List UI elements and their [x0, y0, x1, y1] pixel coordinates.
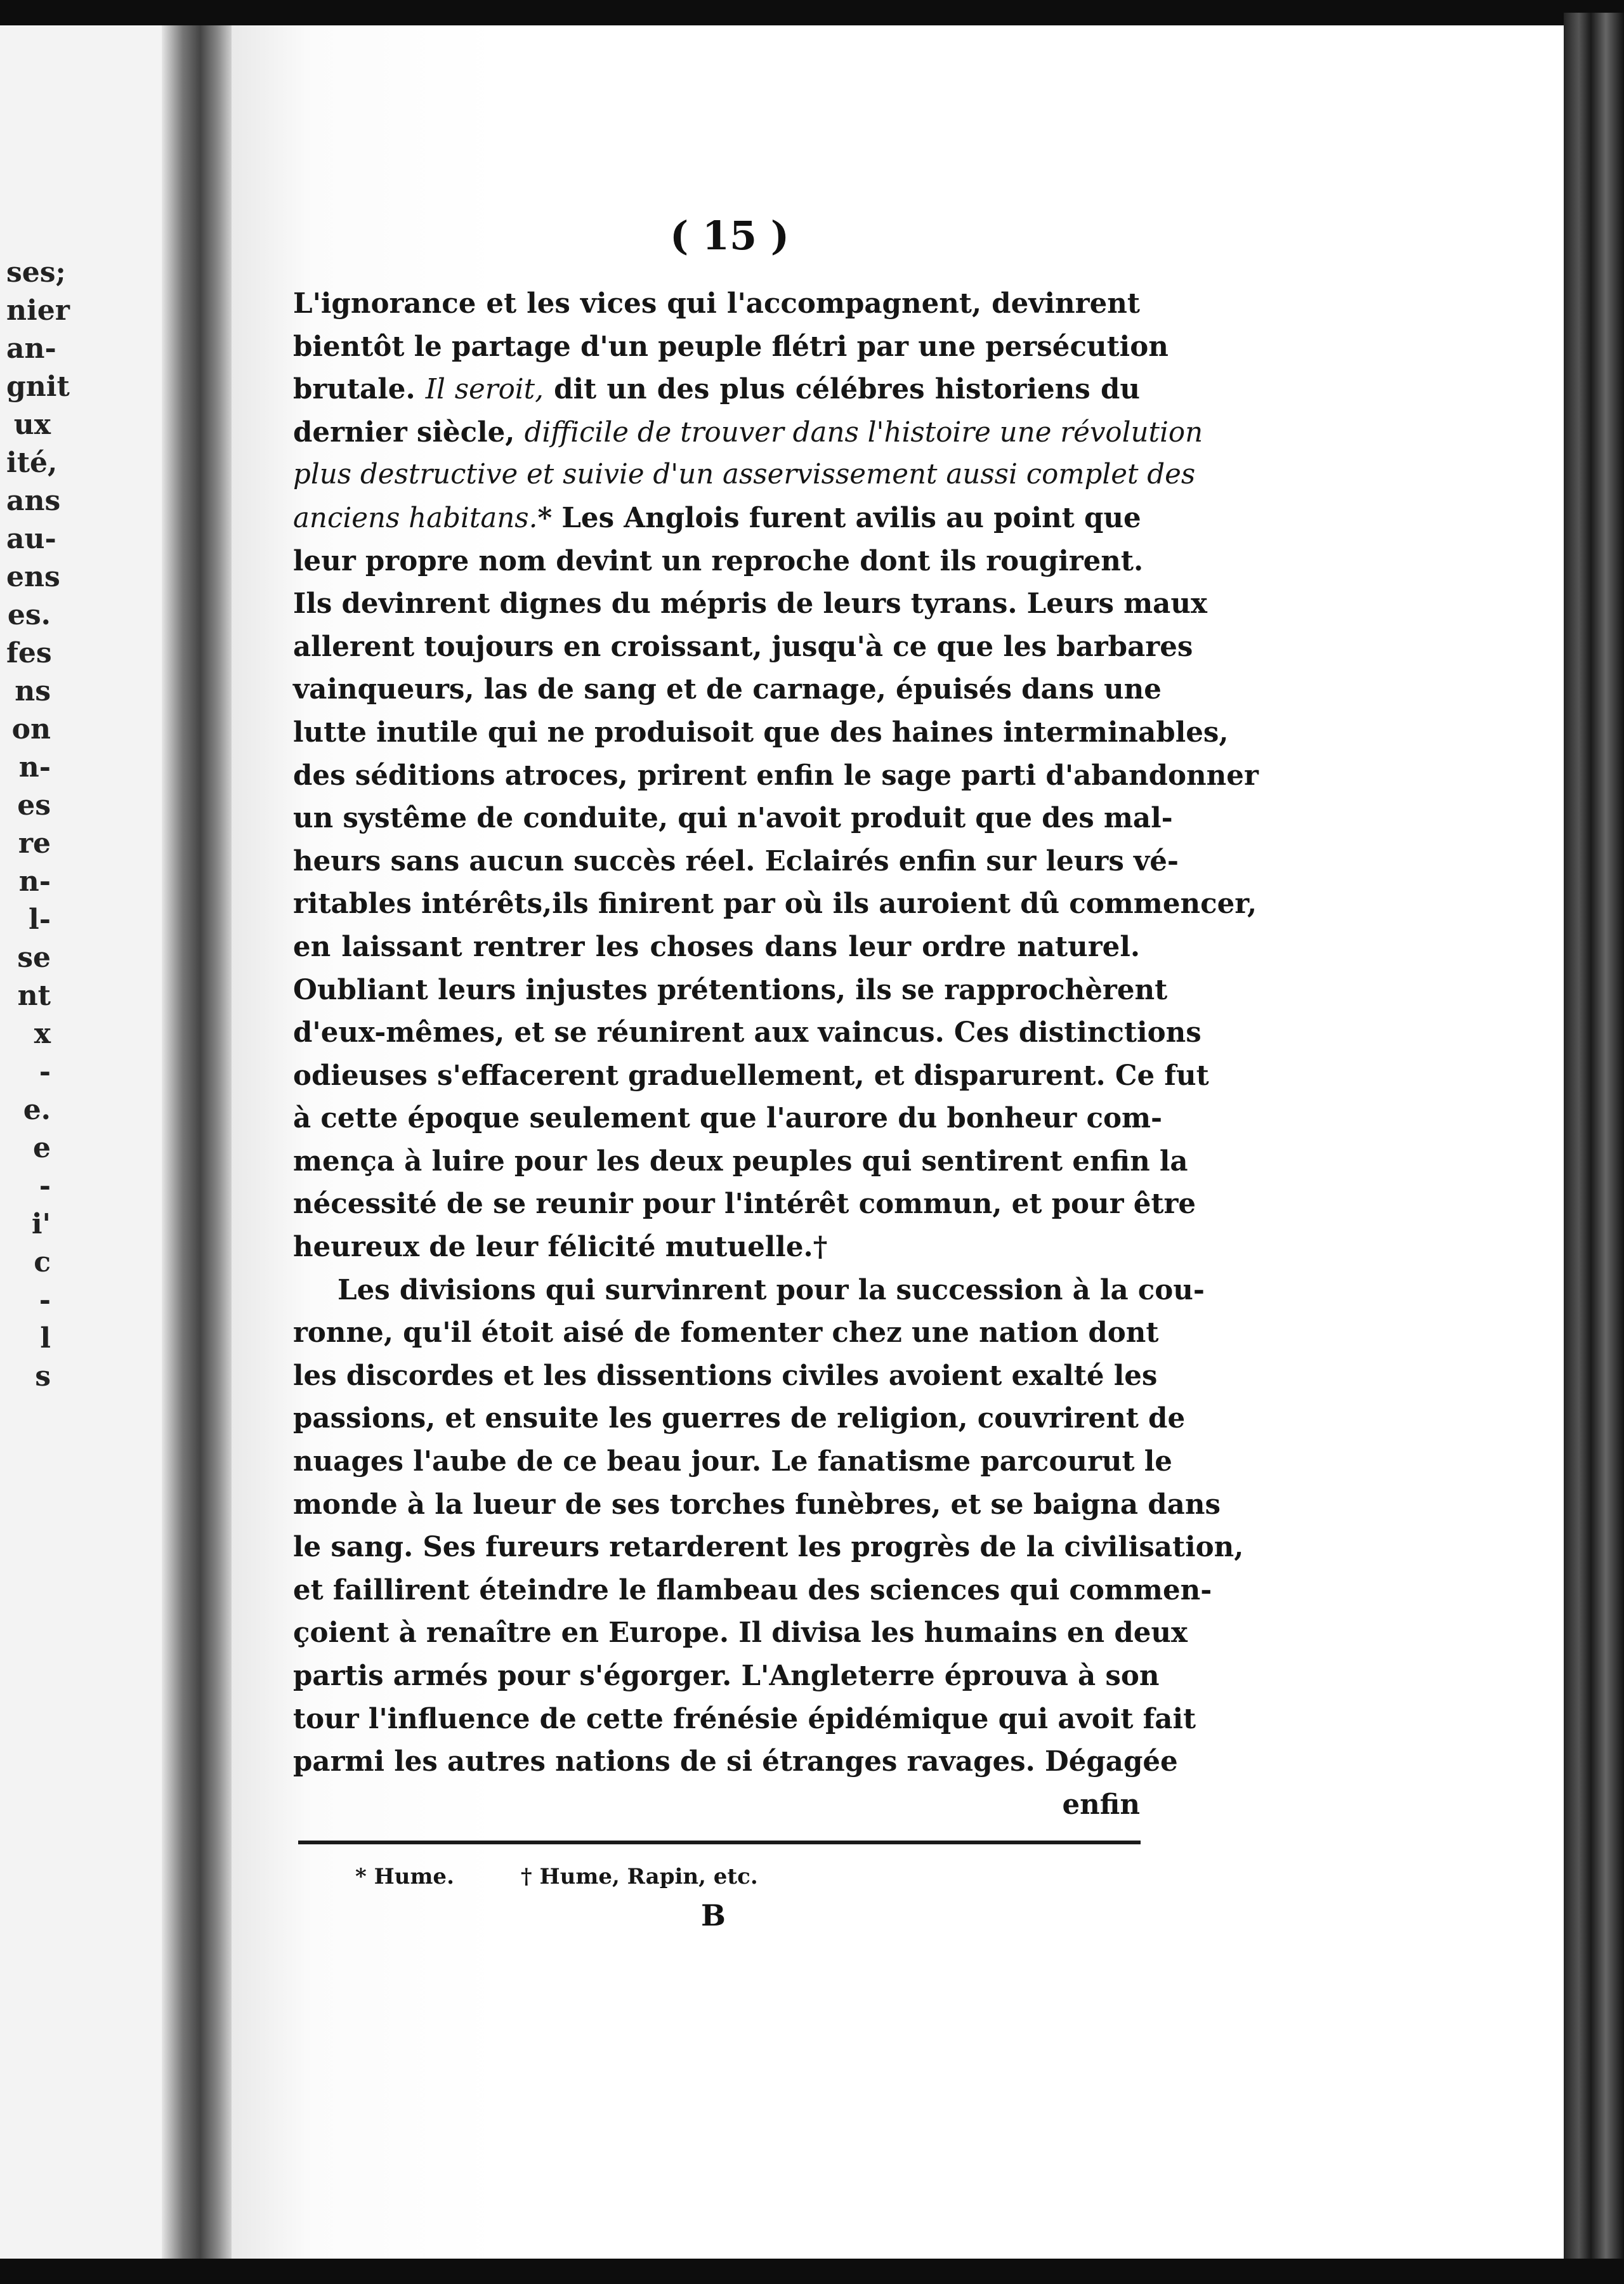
left-fragment: ans [6, 485, 61, 517]
text-line: tour l'influence de cette frénésie épidémique qui avoit fait [293, 1702, 1196, 1735]
text-line: Oubliant leurs injustes prétentions, ils se rapprochèrent [293, 973, 1168, 1006]
left-fragment: gnit [6, 371, 70, 403]
line-segment: dit un des plus célébres historiens du [543, 373, 1140, 406]
text-line: un systême de conduite, qui n'avoit produit que des mal- [293, 802, 1173, 835]
left-fragment: i' [31, 1208, 51, 1240]
left-fragment: ses; [6, 256, 66, 289]
footnote-1: * Hume. [355, 1864, 454, 1889]
text-line: le sang. Ses fureurs retarderent les progrès de la civilisation, [293, 1531, 1244, 1564]
text-line: L'ignorance et les vices qui l'accompagnent, devinrent [293, 287, 1140, 320]
italic-segment: anciens habitans. [293, 502, 538, 534]
text-line: lutte inutile qui ne produisoit que des haines interminables, [293, 716, 1229, 749]
italic-segment: Il seroit, [425, 374, 544, 406]
body-text [293, 282, 1259, 1826]
left-fragment: c [34, 1246, 51, 1278]
page-stack-edge [1564, 13, 1624, 2271]
text-line: et faillirent éteindre le flambeau des sciences qui commen- [293, 1573, 1212, 1606]
left-fragment: e [33, 1132, 51, 1164]
book-gutter-shadow [162, 25, 232, 2259]
line-segment: dernier siècle, [293, 416, 525, 449]
scan-bottom-border [0, 2259, 1624, 2284]
text-line: mença à luire pour les deux peuples qui sentirent enfin la [293, 1145, 1188, 1178]
text-line: vainqueurs, las de sang et de carnage, épuisés dans une [293, 673, 1162, 706]
text-line: heureux de leur félicité mutuelle.† [293, 1231, 828, 1264]
left-fragment: an- [6, 332, 56, 365]
left-page-text-fragments [6, 254, 70, 1396]
left-fragment: au- [6, 523, 56, 555]
left-fragment: es [17, 789, 51, 822]
text-line: plus destructive et suivie d'un asservissement aussi complet des [293, 459, 1196, 491]
text-line: d'eux-mêmes, et se réunirent aux vaincus. Ces distinctions [293, 1016, 1202, 1049]
text-line: nécessité de se reunir pour l'intérêt commun, et pour être [293, 1188, 1196, 1221]
left-fragment: ux [13, 409, 51, 441]
text-line: nuages l'aube de ce beau jour. Le fanatisme parcourut le [293, 1445, 1172, 1478]
text-line: à cette époque seulement que l'aurore du bonheur com- [293, 1102, 1163, 1135]
text-line: Ils devinrent dignes du mépris de leurs tyrans. Leurs maux [293, 587, 1207, 620]
left-fragment: on [11, 713, 51, 745]
text-line: ronne, qu'il étoit aisé de fomenter chez une nation dont [293, 1316, 1159, 1349]
line-segment: * Les Anglois furent avilis au point que [537, 501, 1141, 534]
left-page-edge [0, 25, 162, 2259]
line-segment: brutale. [293, 373, 426, 406]
left-fragment: - [39, 1056, 51, 1088]
left-fragment: l- [29, 903, 51, 936]
left-fragment: - [39, 1284, 51, 1316]
left-fragment: n- [18, 751, 51, 784]
text-line: parmi les autres nations de si étranges ravages. Dégagée [293, 1745, 1178, 1778]
text-line: monde à la lueur de ses torches funèbres, et se baigna dans [293, 1488, 1221, 1521]
text-line [293, 368, 1140, 411]
left-fragment: x [34, 1018, 51, 1050]
text-line: en laissant rentrer les choses dans leur ordre naturel. [293, 930, 1140, 963]
left-fragment: l [40, 1322, 51, 1355]
text-line: les discordes et les dissentions civiles avoient exalté les [293, 1359, 1158, 1392]
text-line: ritables intérêts,ils finirent par où ils auroient dû commencer, [293, 888, 1257, 921]
footnotes [355, 1864, 758, 1889]
text-line: leur propre nom devint un reproche dont ils rougirent. [293, 544, 1144, 577]
left-fragment: ens [6, 561, 60, 593]
text-line: partis armés pour s'égorger. L'Angleterre éprouva à son [293, 1660, 1160, 1692]
footnote-2: † Hume, Rapin, etc. [520, 1864, 758, 1889]
text-line [293, 497, 1140, 540]
text-line [293, 411, 1203, 454]
left-fragment: nt [17, 980, 51, 1012]
page-number: ( 15 ) [669, 213, 790, 259]
left-fragment: - [39, 1170, 51, 1202]
text-line: odieuses s'effacerent graduellement, et disparurent. Ce fut [293, 1059, 1209, 1092]
left-fragment: nier [6, 294, 70, 327]
text-line: allerent toujours en croissant, jusqu'à ce que les barbares [293, 630, 1193, 663]
left-fragment: n- [18, 865, 51, 898]
left-fragment: fes [6, 637, 52, 669]
left-fragment: s [35, 1360, 51, 1393]
left-fragment: e. [23, 1094, 51, 1126]
text-line: enfin [1062, 1788, 1140, 1821]
left-fragment: ité, [6, 447, 58, 479]
left-fragment: ns [15, 675, 51, 707]
text-line: passions, et ensuite les guerres de religion, couvrirent de [293, 1402, 1186, 1435]
footnote-rule [298, 1841, 1141, 1844]
text-line: bientôt le partage d'un peuple flétri par une persécution [293, 330, 1169, 363]
scan-top-border [0, 0, 1624, 25]
italic-segment: difficile de trouver dans l'histoire une révolution [524, 416, 1203, 449]
text-line: çoient à renaître en Europe. Il divisa les humains en deux [293, 1617, 1188, 1650]
signature-mark: B [701, 1898, 726, 1933]
left-fragment: se [17, 942, 51, 974]
left-fragment: es. [7, 599, 51, 631]
text-line: des séditions atroces, prirent enfin le sage parti d'abandonner [293, 759, 1259, 792]
text-line: Les divisions qui survinrent pour la succession à la cou- [337, 1273, 1205, 1306]
text-line: heurs sans aucun succès réel. Eclairés enfin sur leurs vé- [293, 844, 1179, 877]
left-fragment: re [18, 827, 51, 860]
